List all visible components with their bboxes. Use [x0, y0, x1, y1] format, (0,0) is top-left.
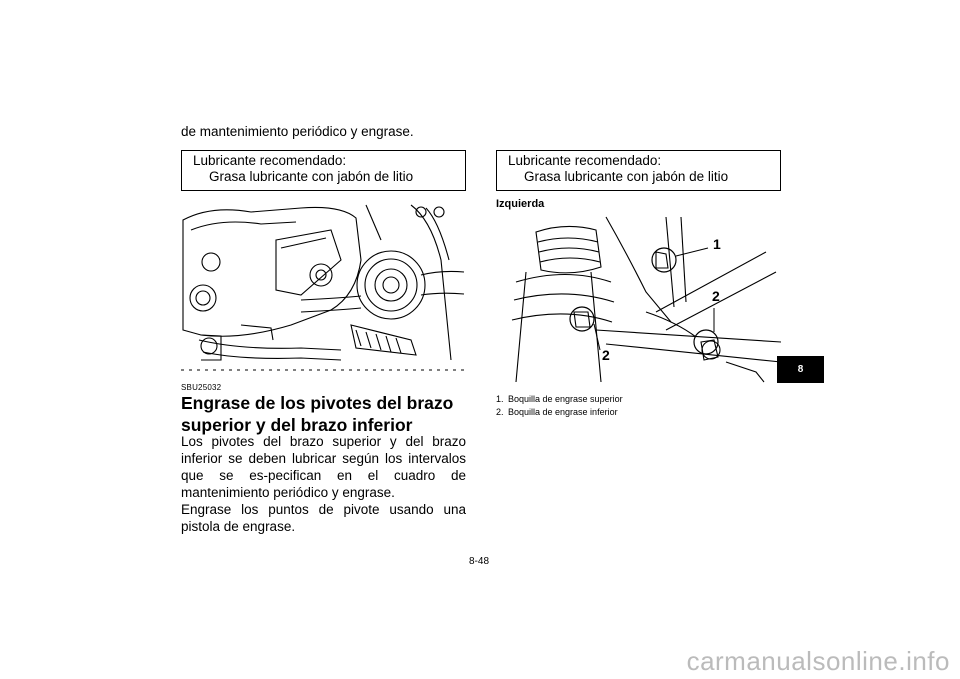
lubricant-box-left	[181, 150, 466, 191]
figure-title: Izquierda	[496, 198, 545, 210]
engine-illustration	[181, 200, 466, 372]
suspension-illustration	[496, 212, 781, 384]
legend-item: 2. Boquilla de engrase inferior	[496, 407, 618, 417]
body-paragraph: Los pivotes del brazo superior y del brazo inferior se deben lubricar según los intervalos que se es-pecifican en el cuadro de mantenimiento periódico y engrase.	[181, 434, 466, 500]
callout-lower-nipple: 2	[712, 288, 720, 304]
lubricant-label: Lubricante recomendado:	[508, 153, 662, 168]
legend-item: 1. Boquilla de engrase superior	[496, 394, 623, 404]
section-body	[181, 433, 466, 535]
figure-legend	[496, 393, 623, 419]
section-heading: Engrase de los pivotes del brazo superior y del brazo inferior	[181, 393, 454, 435]
section-code: SBU25032	[181, 383, 222, 392]
page-number: 8-48	[469, 556, 490, 567]
chapter-tab[interactable]: 8	[777, 356, 824, 383]
intro-text: de mantenimiento periódico y engrase.	[181, 124, 414, 139]
callout-lower-nipple: 2	[602, 347, 610, 363]
watermark: carmanualsonline.info	[686, 646, 950, 676]
body-paragraph: Engrase los puntos de pivote usando una pistola de engrase.	[181, 502, 466, 534]
lubricant-box-right	[496, 150, 781, 191]
lubricant-value: Grasa lubricante con jabón de litio	[524, 169, 729, 184]
lubricant-value: Grasa lubricante con jabón de litio	[209, 169, 414, 184]
lubricant-label: Lubricante recomendado:	[193, 153, 347, 168]
callout-upper-nipple: 1	[713, 236, 721, 252]
